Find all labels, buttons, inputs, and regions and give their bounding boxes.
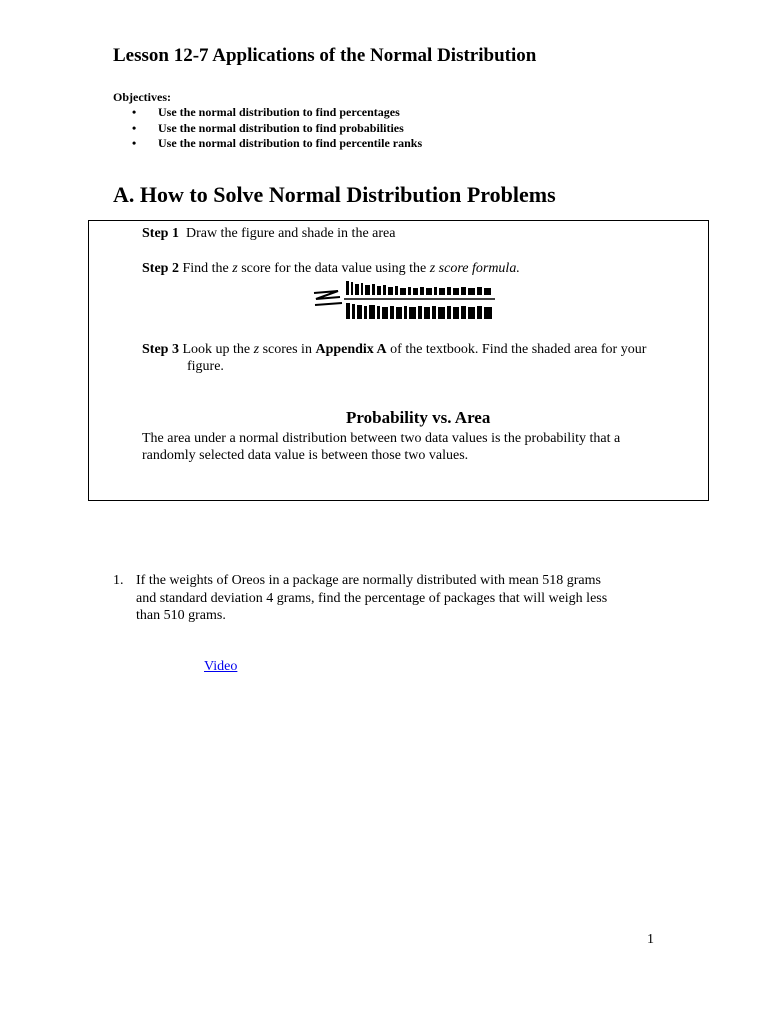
page-number: 1 — [647, 932, 654, 947]
bullet-icon: • — [132, 105, 137, 119]
step-2: Step 2 Find the z score for the data value using the z score formula. — [142, 261, 520, 276]
bullet-icon: • — [132, 136, 137, 150]
page-title: Lesson 12-7 Applications of the Normal Distribution — [113, 45, 537, 66]
bullet-icon: • — [132, 120, 137, 135]
step-1-text: Draw the figure and shade in the area — [185, 226, 396, 241]
step-1 — [142, 225, 395, 242]
step-3: Step 3 Look up the z scores in Appendix A of the textbook. Find the shaded area for your — [142, 342, 647, 357]
formula-graphic — [312, 279, 498, 321]
section-heading: A. How to Solve Normal Distribution Problems — [113, 182, 556, 207]
objective-item: • Use the normal distribution to find probabilities — [132, 120, 404, 135]
question-text: If the weights of Oreos in a package are normally distributed with mean 518 grams and standard deviation 4 grams, find the percentage of packages that will weigh less than 510 grams. — [136, 573, 608, 623]
objectives-list — [132, 105, 422, 152]
step-3-label: Step 3 — [142, 342, 179, 357]
appendix-reference: Appendix A — [315, 342, 387, 357]
step-3-continued: figure. — [187, 359, 224, 374]
objective-item: • Use the normal distribution to find percentile ranks — [132, 136, 423, 150]
step-2-label: Step 2 — [142, 261, 179, 276]
step-1-label: Step 1 — [142, 226, 179, 241]
question-number: 1. — [113, 573, 124, 588]
probability-heading: Probability vs. Area — [346, 408, 491, 427]
video-link[interactable]: Video — [204, 659, 238, 674]
probability-text: The area under a normal distribution between two data values is the probability that a randomly selected data value is between those two values. — [142, 431, 621, 463]
objective-item: • Use the normal distribution to find percentages — [132, 105, 400, 119]
z-score-formula-image — [312, 279, 498, 321]
z-score-formula-name: z score formula. — [429, 261, 520, 276]
objectives-label: Objectives: — [113, 90, 171, 104]
